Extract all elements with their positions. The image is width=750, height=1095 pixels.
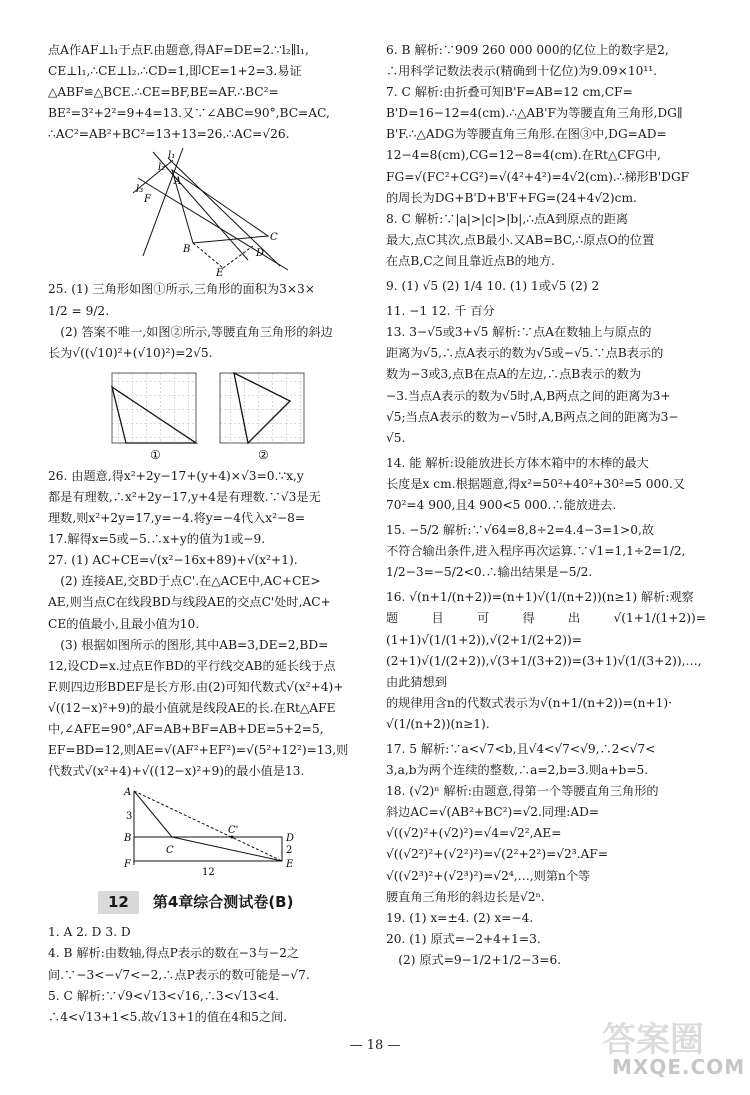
- q6-block: [386, 40, 706, 82]
- q14-block: [386, 453, 706, 516]
- text-line: √((12−x)²+9)的最小值就是线段AE的长.在Rt△AFE: [48, 700, 336, 715]
- text-line: 15. −5/2 解析:∵√64=8,8÷2=4.4−3=1>0,故: [386, 523, 655, 538]
- q1-3-answers: 1. A 2. D 3. D: [48, 925, 131, 940]
- text-line: 7. C 解析:由折叠可知B'F=AB=12 cm,CF=: [386, 85, 633, 100]
- q16-block: [386, 587, 706, 735]
- label-F3: F: [124, 859, 131, 871]
- watermark-logo: MXQE.COM: [612, 1055, 746, 1079]
- text-line: ∴用科学记数法表示(精确到十亿位)为9.09×10¹¹.: [386, 64, 658, 79]
- label-D3: D: [286, 833, 295, 845]
- text-line: 腰直角三角形的斜边长是√2ⁿ.: [386, 889, 545, 904]
- text-line: 长为√((√10)²+(√10)²)=2√5.: [48, 345, 213, 360]
- q9-10-answers: 9. (1) √5 (2) 1/4 10. (1) 1或√5 (2) 2: [386, 279, 600, 294]
- text-line: CE的值最小,且最小值为10.: [48, 616, 200, 631]
- text-line: EF=BD=12,则AE=√(AF²+EF²)=√(5²+12²)=13,则: [48, 743, 349, 758]
- text-line: F.则四边形BDEF是长方形.由(2)可知代数式√(x²+4)+: [48, 679, 344, 694]
- text-line: ∴4<√13+1<5.故√13+1的值在4和5之间.: [48, 1009, 288, 1024]
- text-line: 不符合输出条件,进入程序再次运算.∵√1=1,1÷2=1/2,: [386, 544, 686, 559]
- text-line: 12,设CD=x.过点E作BD的平行线交AB的延长线于点: [48, 658, 336, 673]
- label-B3: B: [124, 833, 132, 845]
- label-fig-1: ①: [150, 447, 161, 462]
- label-l3: l₃: [136, 184, 144, 196]
- text-line: 17. 5 解析:∵a<√7<b,且√4<√7<√9,∴2<√7<: [386, 742, 656, 756]
- q17-block: [386, 739, 706, 781]
- text-line: 数为−3或3,点B在点A的左边,∴点B表示的数为: [386, 367, 642, 382]
- q26-block: [48, 466, 366, 550]
- text-line: √5;当点A表示的数为−√5时,A,B两点之间的距离为3−: [386, 409, 679, 424]
- page-number: — 18 —: [349, 1038, 401, 1053]
- label-12: 12: [202, 867, 215, 878]
- text-line: (3) 根据如图所示的图形,其中AB=3,DE=2,BD=: [60, 637, 329, 652]
- q25-block: [48, 279, 366, 363]
- label-A3: A: [124, 787, 132, 799]
- text-line: √5.: [386, 430, 406, 445]
- right-column: [386, 40, 706, 971]
- text-line: 17.解得x=5或−5.∴x+y的值为1或−9.: [48, 532, 266, 547]
- label-D: D: [256, 248, 265, 260]
- text-line: √(1/(n+2))(n≥1).: [386, 716, 490, 731]
- label-l2: l₂: [158, 162, 166, 174]
- text-line: 最大,点C其次,点B最小.又AB=BC,∴原点O的位置: [386, 232, 655, 247]
- text-line: FG=√(FC²+CG²)=√(4²+4²)=4√2(cm).∴梯形B'DGF: [386, 169, 690, 184]
- text-line: ∴AC²=AB²+BC²=13+13=26.∴AC=√26.: [48, 127, 290, 142]
- text-line: 点A作AF⊥l₁于点F.由题意,得AF=DE=2.∵l₂∥l₁,: [48, 43, 309, 57]
- q11-12-answers: 11. −1 12. 千 百分: [386, 304, 495, 319]
- text-line: 代数式√(x²+4)+√((12−x)²+9)的最小值是13.: [48, 764, 305, 779]
- label-3: 3: [126, 811, 133, 823]
- text-line: 的周长为DG+B'D+B'F+FG=(24+4√2)cm.: [386, 190, 637, 205]
- text-line: 27. (1) AC+CE=√(x²−16x+89)+√(x²+1).: [48, 553, 298, 568]
- text-line: 8. C 解析:∵|a|>|c|>|b|,∴点A到原点的距离: [386, 211, 629, 226]
- text-line: 长度是x cm.根据题意,得x²=50²+40²+30²=5 000.又: [386, 476, 686, 491]
- q8-block: [386, 209, 706, 272]
- text-line: 16. √(n+1/(n+2))=(n+1)√(1/(n+2))(n≥1) 解析:观察: [386, 590, 694, 605]
- text-line: B'F.∴△ADG为等腰直角三角形.在图③中,DG=AD=: [386, 127, 667, 142]
- section-title: 第4章综合测试卷(B): [152, 893, 294, 912]
- q5-block: [48, 986, 366, 1028]
- text-line: 3,a,b为两个连续的整数,∴a=2,b=3.则a+b=5.: [386, 763, 649, 778]
- text-line: B'D=16−12=4(cm).∴△AB'F为等腰直角三角形,DG∥: [386, 106, 683, 121]
- text-line: 70²=4 900,且4 900<5 000.∴能放进去.: [386, 497, 617, 512]
- text-line: (2) 原式=9−1/2+1/2−3=6.: [398, 952, 562, 967]
- text-line: 20. (1) 原式=−2+4+1=3.: [386, 931, 541, 946]
- text-line: 25. (1) 三角形如图①所示,三角形的面积为3×3×: [48, 282, 316, 297]
- label-2: 2: [286, 845, 293, 857]
- label-E: E: [216, 268, 224, 277]
- label-F: F: [144, 194, 151, 206]
- text-line: 斜边AC=√(AB²+BC²)=√2.同理:AD=: [386, 805, 600, 820]
- text-line: 1/2 = 9/2.: [48, 303, 110, 318]
- section-number: 12: [98, 891, 139, 914]
- text-line: 间.∵−3<−√7<−2,∴点P表示的数可能是−√7.: [48, 967, 310, 982]
- text-line: √((√2³)²+(√2³)²)=√2⁴,…,则第n个等: [386, 868, 591, 883]
- q15-block: [386, 520, 706, 583]
- text-line: √((√2²)²+(√2²)²)=√(2²+2²)=√2³.AF=: [386, 847, 609, 862]
- section-header: [98, 891, 366, 914]
- text-line: 理数,则x²+2y=17,y=−4.将y=−4代入x²−8=: [48, 511, 306, 526]
- q4-block: [48, 943, 366, 985]
- label-E3: E: [286, 859, 294, 871]
- text-line: 的规律用含n的代数式表示为√(n+1/(n+2))=(n+1)·: [386, 695, 673, 710]
- text-line: 4. B 解析:由数轴,得点P表示的数在−3与−2之: [48, 946, 300, 961]
- q7-block: [386, 82, 706, 209]
- text-line: −3.当点A表示的数为√5时,A,B两点之间的距离为3+: [386, 388, 671, 403]
- text-line: BE²=3²+2²=9+4=13.又∵∠ABC=90°,BC=AC,: [48, 106, 330, 121]
- figure-parallel-lines: [48, 148, 366, 276]
- q27-block: [48, 550, 366, 782]
- text-line: 26. 由题意,得x²+2y−17+(y+4)×√3=0.∵x,y: [48, 468, 304, 483]
- text-line: 14. 能 解析:设能放进长方体木箱中的木棒的最大: [386, 455, 649, 470]
- left-column: [48, 40, 366, 1028]
- text-line: CE⊥l₁,∴CE⊥l₂.∴CD=1,即CE=1+2=3.易证: [48, 64, 302, 79]
- text-line: (2) 连接AE,交BD于点C'.在△ACE中,AC+CE>: [60, 574, 321, 589]
- text-line: (2) 答案不唯一,如图②所示,等腰直角三角形的斜边: [60, 324, 333, 339]
- text-line: (2+1)√(1/(2+2)),√(3+1/(3+2))=(3+1)√(1/(3+2)),…,由此猜想到: [386, 653, 702, 689]
- label-Cp3: C': [228, 825, 239, 837]
- q18-block: [386, 781, 706, 908]
- text-line: 题目可得出√(1+1/(1+2))=(1+1)√(1/(1+2)),√(2+1/(2+2))=: [386, 611, 706, 647]
- figure-grid-triangles: [48, 367, 366, 463]
- q24-block: [48, 40, 366, 145]
- label-C3: C: [166, 845, 174, 857]
- watermark-logo-glyph: 答案圈: [602, 1020, 704, 1060]
- text-line: AE,则当点C在线段BD与线段AE的交点C'处时,AC+: [48, 595, 331, 610]
- q20-block: [386, 929, 706, 971]
- text-line: 距离为√5,∴点A表示的数为√5或−√5.∵点B表示的: [386, 346, 664, 361]
- label-C: C: [270, 232, 278, 244]
- text-line: 6. B 解析:∵909 260 000 000的亿位上的数字是2,: [386, 43, 669, 57]
- q19-answer: 19. (1) x=±4. (2) x=−4.: [386, 910, 534, 925]
- label-fig-2: ②: [258, 447, 269, 462]
- label-B: B: [183, 244, 191, 256]
- text-line: 在点B,C之间且靠近点B的地方.: [386, 253, 556, 268]
- text-line: 18. (√2)ⁿ 解析:由题意,得第一个等腰直角三角形的: [386, 784, 659, 799]
- label-l1: l₁: [168, 150, 176, 162]
- text-line: 12−4=8(cm),CG=12−8=4(cm).在Rt△CFG中,: [386, 148, 661, 163]
- figure-shortest-path: [48, 785, 366, 877]
- text-line: 13. 3−√5或3+√5 解析:∵点A在数轴上与原点的: [386, 325, 652, 340]
- text-line: 5. C 解析:∵√9<√13<√16,∴3<√13<4.: [48, 988, 280, 1003]
- text-line: √((√2)²+(√2)²)=√4=√2²,AE=: [386, 826, 562, 841]
- text-line: 1/2−3=−5/2<0.∴输出结果是−5/2.: [386, 565, 593, 580]
- label-A: A: [174, 176, 182, 188]
- text-line: 都是有理数,∴x²+2y−17,y+4是有理数.∵√3是无: [48, 489, 321, 504]
- q13-block: [386, 322, 706, 449]
- text-line: △ABF≌△BCE.∴CE=BF,BE=AF.∴BC²=: [48, 85, 279, 100]
- text-line: 中,∠AFE=90°,AF=AB+BF=AB+DE=5+2=5,: [48, 721, 324, 736]
